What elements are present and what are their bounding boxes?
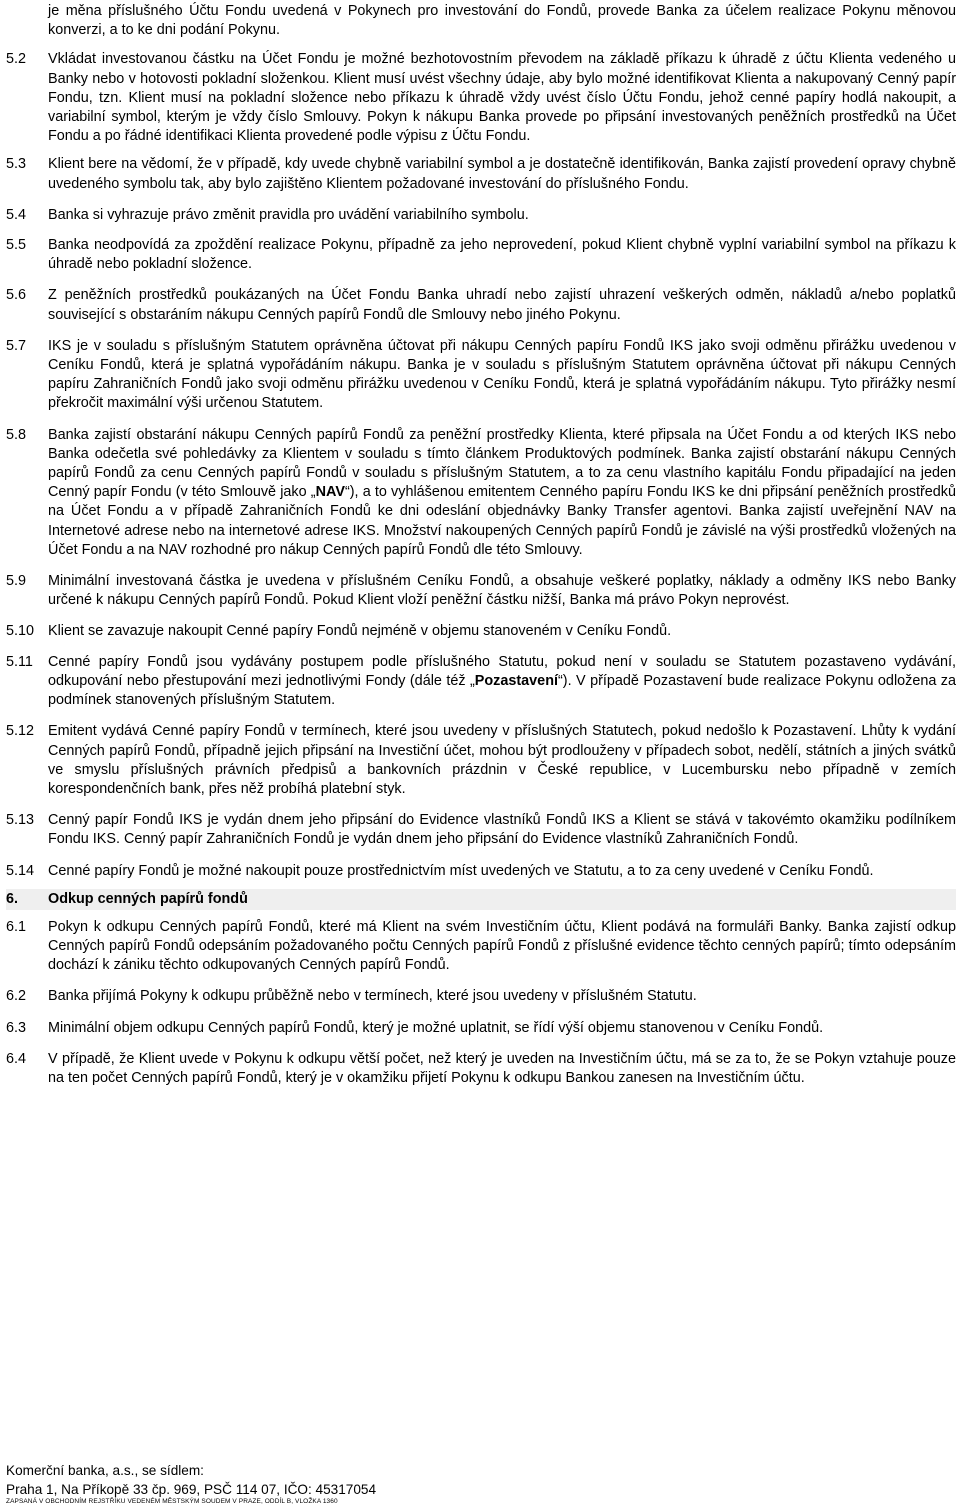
clause-number: 5.7 xyxy=(6,337,27,354)
clause-5-3 xyxy=(6,155,956,193)
clause-text: Z peněžních prostředků poukázaných na Účet Fondu Banka uhradí nebo zajistí uhrazení veškerých odměn, nákladů a/nebo poplatků související s obstaráním nákupu Cenných papírů Fondů dle Smlouvy nebo jiného Pokynu. xyxy=(48,287,956,323)
clause-number: 5.5 xyxy=(6,237,27,254)
section-6-heading xyxy=(6,889,956,910)
pozastaveni-term: Pozastavení xyxy=(474,672,558,689)
clause-number: 6.1 xyxy=(6,918,27,935)
clause-text: Pokyn k odkupu Cenných papírů Fondů, které má Klient na svém Investičním účtu, Klient podává na formuláři Banky. Banka zajistí odkup Cenných papírů Fondů odepsáním požadovaného počtu Cenných papírů Fondů z příslušné evidence těchto cenných papírů; tímto odepsáním dochází k zániku těchto odkupovaných Cenných papírů Fondů. xyxy=(48,918,956,974)
clause-text: Banka zajistí obstarání nákupu Cenných papírů Fondů za peněžní prostředky Klienta, které připsala na Účet Fondu a od kterých IKS nebo Banka odečetla své pohledávky za Klientem v souladu s tímto článkem Produktových podmínek. Banka zajistí obstarání nákupu Cenných papírů Fondů za cenu Cenných papírů Fondů v souladu s příslušným Statutem, a to za cenu vlastního kapitálu Fondu připadající na jeden Cenný papír Fondu (v této Smlouvě jako „NAV“), a to vyhlášenou emitentem Cenného papíru Fondu IKS ke dni připsání peněžních prostředků na Účet Fondu a v případě Zahraničních Fondů ke dni odeslání objednávky Banky Transfer agentovi. Banka zajistí uveřejnění NAV na Internetové adrese nebo na internetové adrese IKS. Množství nakoupených Cenných papírů Fondů je závislé na výši prostředků vložených na Účet Fondu a na NAV rozhodné pro nákup Cenných papírů Fondů dle této Smlouvy. xyxy=(48,426,956,558)
clause-text: Klient se zavazuje nakoupit Cenné papíry Fondů nejméně v objemu stanoveném v Ceníku Fondů. xyxy=(48,623,672,640)
section-number: 6. xyxy=(6,890,19,907)
clause-5-8 xyxy=(6,426,956,560)
continuation-paragraph: je měna příslušného Účtu Fondu uvedená v Pokynech pro investování do Fondů, provede Banka za účelem realizace Pokynu měnovou konverzi, a to ke dni podání Pokynu. xyxy=(48,3,956,39)
clause-number: 5.10 xyxy=(6,623,35,640)
clause-text: IKS je v souladu s příslušným Statutem oprávněna účtovat při nákupu Cenných papíru Fondů IKS jako svoji odměnu přirážku uvedenou v Ceníku Fondů, která je splatná vypořádáním nákupu. Banka je v souladu s příslušným Statutem oprávněna účtovat při nákupu Cenných papíru Zahraničních Fondů jako svoji odměnu přirážku uvedenou v Ceníku Fondů, která je splatná vypořádáním nákupu. Tyto přirážky nesmí překročit maximální výši určenou Statutem. xyxy=(48,337,956,412)
clause-text: V případě, že Klient uvede v Pokynu k odkupu větší počet, než který je uveden na Investičním účtu, má se za to, že se Pokyn vztahuje pouze na ten počet Cenných papírů Fondů, který je v okamžiku přijetí Pokynu k odkupu Bankou zanesen na Investičním účtu. xyxy=(48,1050,956,1086)
clause-text: Klient bere na vědomí, že v případě, kdy uvede chybně variabilní symbol a je dostatečně identifikován, Banka zajistí provedení opravy chybně uvedeného symbolu tak, aby bylo zajištěno Klientem požadované investování do příslušného Fondu. xyxy=(48,156,956,192)
clause-5-7 xyxy=(6,337,956,414)
clause-5-14 xyxy=(6,862,956,881)
clause-number: 5.3 xyxy=(6,156,27,173)
clause-number: 6.4 xyxy=(6,1050,27,1067)
clause-number: 6.2 xyxy=(6,988,27,1005)
clause-5-11 xyxy=(6,653,956,711)
footer-company-line: Komerční banka, a.s., se sídlem: xyxy=(6,1463,204,1478)
clause-5-6 xyxy=(6,286,956,324)
clause-6-2 xyxy=(6,987,956,1006)
clause-text: Cenný papír Fondů IKS je vydán dnem jeho připsání do Evidence vlastníků Fondů IKS a Klient se stává v takovémto okamžiku podílníkem Fondu IKS. Cenný papír Zahraničních Fondů je vydán dnem jeho připsání do Evidence vlastníků Zahraničních Fondů. xyxy=(48,812,956,848)
clause-number: 6.3 xyxy=(6,1019,27,1036)
footer-register-line: ZAPSANÁ V OBCHODNÍM REJSTŘÍKU VEDENÉM MĚSTSKÝM SOUDEM V PRAZE, ODDÍL B, VLOŽKA 1360 xyxy=(6,1498,338,1505)
clause-number: 5.11 xyxy=(6,653,33,670)
clause-number: 5.14 xyxy=(6,862,35,879)
footer-address-line: Praha 1, Na Příkopě 33 čp. 969, PSČ 114 07, IČO: 45317054 xyxy=(6,1482,377,1497)
nav-term: NAV xyxy=(315,484,345,501)
clause-6-3 xyxy=(6,1019,956,1038)
clause-text: Minimální objem odkupu Cenných papírů Fondů, který je možné uplatnit, se řídí výší objemu stanovenou v Ceníku Fondů. xyxy=(48,1019,824,1036)
clause-number: 5.2 xyxy=(6,51,27,68)
clause-number: 5.8 xyxy=(6,426,27,443)
clause-text: Emitent vydává Cenné papíry Fondů v termínech, které jsou uvedeny v příslušných Statutech, pokud nedošlo k Pozastavení. Lhůty k vydání Cenných papírů Fondů, případně jejich připsání na Investiční účet, mohou být prodlouženy v případech sobot, nedělí, státních a jiných svátků ve smyslu příslušných právních předpisů a bankovních prázdnin v České republice, v Lucembursku nebo případně v zemích korespondenčních bank, přes něž probíhá platební styk. xyxy=(48,723,956,797)
clause-5-5 xyxy=(6,236,956,274)
page-footer xyxy=(6,1460,376,1506)
clause-text: Banka si vyhrazuje právo změnit pravidla pro uvádění variabilního symbolu. xyxy=(48,206,529,223)
clause-6-1 xyxy=(6,918,956,976)
clause-text: Vkládat investovanou částku na Účet Fondu je možné bezhotovostním převodem na základě příkazu k úhradě z účtu Klienta vedeného u Banky nebo v hotovosti pokladní složenkou. Klient musí uvést všechny údaje, aby bylo možné identifikovat Klienta a nakupovaný Cenný papír Fondu, tzn. Klient musí na pokladní složence nebo příkazu k úhradě vždy uvést číslo Účtu Fondu, jehož cenné papíry hodlá nakoupit, a variabilní symbol, kterým je vždy číslo Smlouvy. Pokyn k nákupu Banka provede po připsání investovaných peněžních prostředků na Účet Fondu a po řádné identifikaci Klienta provedené podle výpisu z Účtu Fondu. xyxy=(48,51,956,145)
clause-number: 5.9 xyxy=(6,573,27,590)
clause-5-9 xyxy=(6,572,956,610)
clause-text: Minimální investovaná částka je uvedena v příslušném Ceníku Fondů, a obsahuje veškeré poplatky, náklady a odměny IKS nebo Banky určené k nákupu Cenných papírů Fondů. Pokud Klient vloží peněžní částku nižší, Banka má právo Pokyn neprovést. xyxy=(48,573,956,609)
clause-number: 5.4 xyxy=(6,206,27,223)
clause-text: Cenné papíry Fondů jsou vydávány postupem podle příslušného Statutu, pokud není v souladu se Statutem pozastaveno vydávání, odkupování nebo přestupování mezi jednotlivými Fondy (dále též „Pozastavení“). V případě Pozastavení bude realizace Pokynu odložena za podmínek stanovených příslušným Statutem. xyxy=(48,653,956,709)
clause-text: Banka neodpovídá za zpoždění realizace Pokynu, případně za jeho neprovedení, pokud Klient chybně vyplní variabilní symbol na příkazu k úhradě nebo pokladní složence. xyxy=(48,237,956,273)
clause-text: Cenné papíry Fondů je možné nakoupit pouze prostřednictvím míst uvedených ve Statutu, a to za ceny uvedené v Ceníku Fondů. xyxy=(48,862,874,879)
clause-number: 5.13 xyxy=(6,812,35,829)
clause-number: 5.12 xyxy=(6,723,35,740)
clause-5-12 xyxy=(6,722,956,799)
clause-number: 5.6 xyxy=(6,287,27,304)
clause-6-4 xyxy=(6,1050,956,1088)
clause-5-13 xyxy=(6,811,956,849)
clause-5-10 xyxy=(6,622,956,641)
clause-5-4 xyxy=(6,206,956,225)
document-page xyxy=(6,2,956,1099)
clause-5-2 xyxy=(6,50,956,146)
clause-text: Banka přijímá Pokyny k odkupu průběžně nebo v termínech, které jsou uvedeny v příslušném Statutu. xyxy=(48,988,697,1005)
section-title: Odkup cenných papírů fondů xyxy=(48,890,248,907)
